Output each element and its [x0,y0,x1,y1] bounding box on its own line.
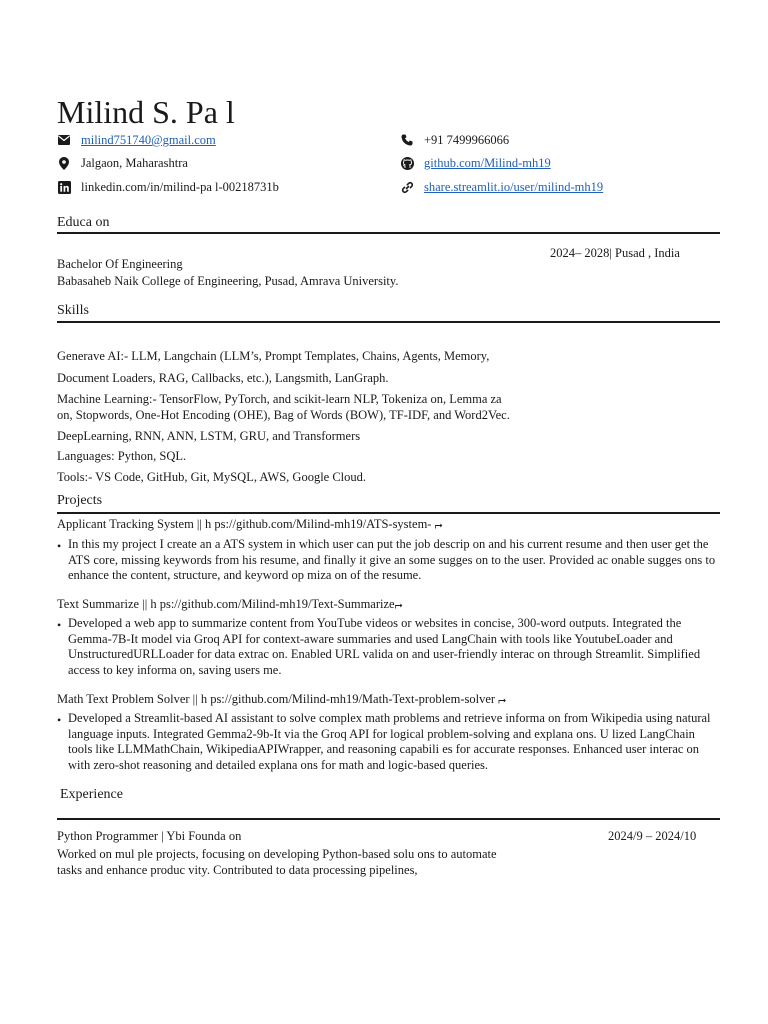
github-icon [400,156,414,170]
contact-streamlit [400,179,603,195]
experience-dates: 2024/9 – 2024/10 [608,829,697,843]
candidate-name: Milind S. Pa l [57,94,235,130]
experience-role: Python Programmer | Ybi Founda on [57,829,242,843]
external-link-icon[interactable]: ⮣ [434,520,443,531]
envelope-icon [57,133,71,147]
skills-genai-line1: Generave AI:- LLM, Langchain (LLM’s, Prompt Templates, Chains, Agents, Memory, [57,349,490,363]
github-link[interactable]: github.com/Milind-mh19 [424,156,551,170]
education-divider [57,232,720,234]
projects-divider [57,512,720,514]
skills-ml: Machine Learning:- TensorFlow, PyTorch, and scikit-learn NLP, Tokeniza on, Lemma za on, Stopwords, One-Hot Encoding (OHE), Bag of Words (BOW), TF-IDF, and Word2Vec. [57,392,510,422]
bullet-dot: • [57,713,62,727]
email-link[interactable]: milind751740@gmail.com [81,133,216,147]
experience-heading: Experience [60,787,123,802]
experience-line1: Worked on mul ple projects, focusing on developing Python-based solu ons to automate [57,847,497,861]
contact-email [57,132,216,148]
skills-dl: DeepLearning, RNN, ANN, LSTM, GRU, and Transformers [57,429,361,443]
education-college: Babasaheb Naik College of Engineering, Pusad, Amrava University. [57,274,399,288]
phone-number: +91 7499966066 [424,133,510,147]
project-heading-text[interactable]: Math Text Problem Solver || h ps://github.com/Milind-mh19/Math-Text-problem-solver [57,692,499,706]
skills-heading: Skills [57,303,89,318]
contact-phone [400,132,509,148]
external-link-icon[interactable]: ⮣ [498,695,507,706]
external-link-icon[interactable]: ⮣ [394,600,403,611]
education-meta: 2024– 2028| Pusad , India [550,246,680,260]
skills-languages: Languages: Python, SQL. [57,449,187,463]
experience-divider [57,818,720,820]
project-description: In this my project I create an a ATS system in which user can put the job descrip on and his current resume and then user get the ATS core, missing keywords from his resume, and finally it give an some sugges on to the user. Provided ac onable sugges ons to enhance the content, structure, and keyword op miza on of the resume. [68,537,716,582]
skills-tools: Tools:- VS Code, GitHub, Git, MySQL, AWS, Google Cloud. [57,470,367,484]
experience-line2: tasks and enhance produc vity. Contributed to data processing pipelines, [57,863,418,877]
project-heading [57,691,506,709]
education-heading: Educa on [57,215,110,230]
bullet-dot: • [57,539,62,553]
map-pin-icon [57,156,71,170]
phone-icon [400,133,414,147]
link-icon [400,180,414,194]
linkedin-text[interactable]: linkedin.com/in/milind-pa l-00218731b [81,180,279,194]
skills-genai-line2: Document Loaders, RAG, Callbacks, etc.), Langsmith, LanGraph. [57,371,389,385]
projects-heading: Projects [57,493,103,508]
streamlit-link[interactable]: share.streamlit.io/user/milind-mh19 [424,180,604,194]
project-description: Developed a web app to summarize content from YouTube videos or websites in concise, 300-word outputs. Integrated the Gemma-7B-It model via Groq API for context-aware summaries and used LangChain with tools like YoutubeLoader and UnstructuredURLLoader for data extrac on. Enabled URL valida on and user-friendly interac on through Streamlit. Simplified access to key informa on, saving users me. [68,616,701,677]
project-description: Developed a Streamlit-based AI assistant to solve complex math problems and retrieve informa on from Wikipedia using natural language inputs. Integrated Gemma2-9b-It via the Groq API for logical problem-solving and explana ons. U lized LangChain tools like LLMMathChain, WikipediaAPIWrapper, and reasoning capabili es for accurate responses. Enhanced user interac on with zero-shot reasoning and detailed explana ons for math and logic-based queries. [68,711,711,772]
bullet-dot: • [57,618,62,632]
contact-linkedin [57,179,279,195]
contact-location [57,155,188,171]
project-heading-text[interactable]: Text Summarize || h ps://github.com/Milind-mh19/Text-Summarize [57,597,395,611]
contact-github [400,155,551,171]
project-heading [57,596,403,614]
skills-divider [57,321,720,323]
location-text: Jalgaon, Maharashtra [81,156,188,170]
education-degree: Bachelor Of Engineering [57,257,183,271]
project-heading [57,516,443,534]
linkedin-icon [57,180,71,194]
project-heading-text[interactable]: Applicant Tracking System || h ps://github.com/Milind-mh19/ATS-system- [57,517,435,531]
